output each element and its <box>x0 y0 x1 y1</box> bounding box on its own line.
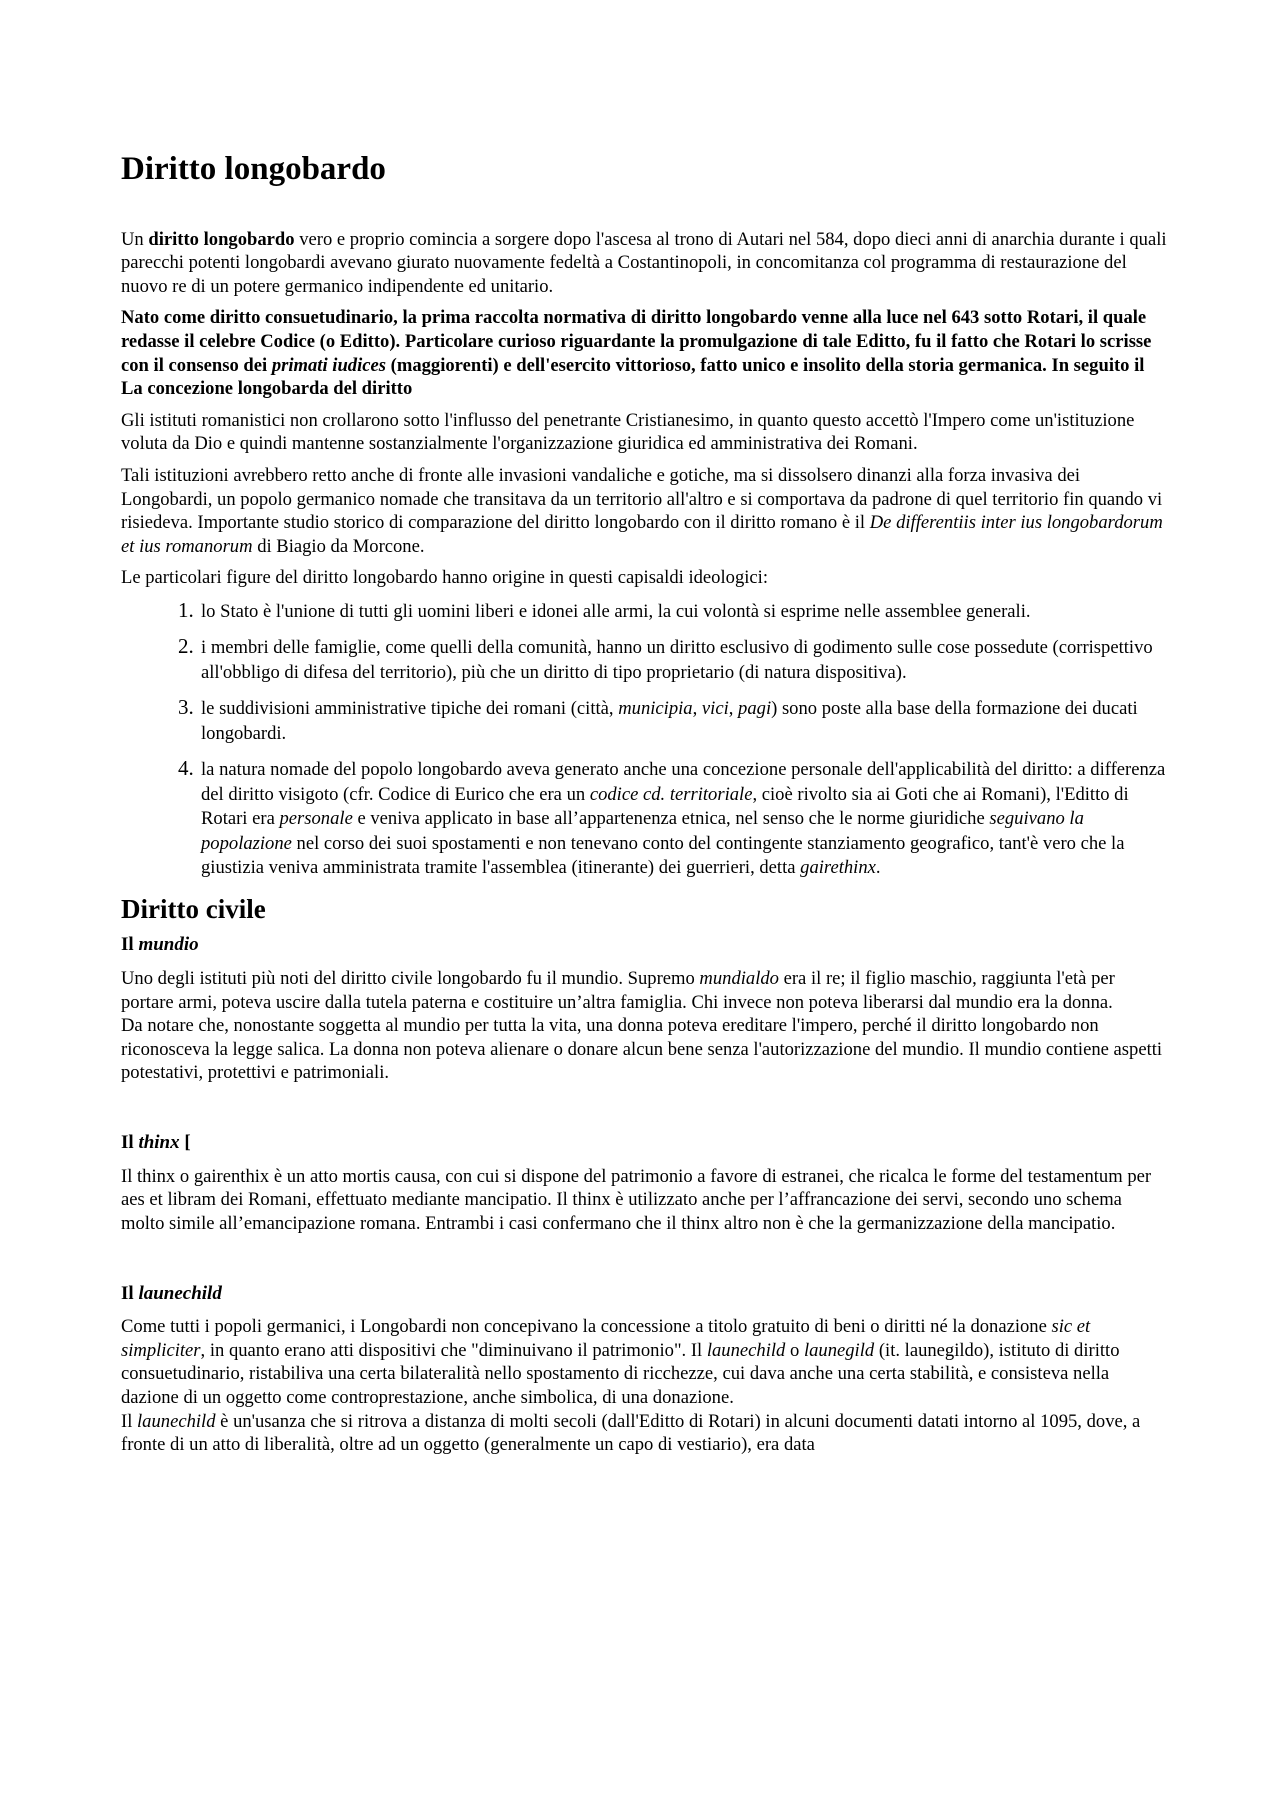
subheading-mundio: Il mundio <box>121 934 199 956</box>
intro-paragraph-1: Un diritto longobardo vero e proprio comincia a sorgere dopo l'ascesa al trono di Autari nel 584, dopo dieci anni di anarchia durante i quali parecchi potenti longobardi avevano giurato nuovamente fedeltà a Costantinopoli, in concomitanza col programma di restaurazione del nuovo re di un potere germanico indipendente ed unitario. <box>121 228 1167 297</box>
launechild-paragraph: Come tutti i popoli germanici, i Longobardi non concepivano la concessione a titolo gratuito di beni o diritti né la donazione sic et simpliciter, in quanto erano atti dispositivi che "diminuivano il patrimonio". Il launechild o launegild (it. launegildo), istituto di diritto consuetudinario, ristabiliva una certa bilateralità nello spostamento di ricchezze, cui dava anche una certa stabilità, e consisteva nella dazione di un oggetto come controprestazione, anche simbolica, di una donazione. <box>121 1316 1120 1409</box>
principles-list <box>121 598 1167 881</box>
spacer <box>121 1244 1167 1282</box>
list-item: 4. la natura nomade del popolo longobardo aveva generato anche una concezione personale dell'applicabilità del diritto: a differenza del diritto visigoto (cfr. Codice di Eurico che era un codice cd. territoriale, cioè rivolto sia ai Goti che ai Romani), l'Editto di Rotari era personale e veniva applicato in base all’appartenenza etnica, nel senso che le norme giuridiche seguivano la popolazione nel corso dei suoi spostamenti e non tenevano conto del contingente stanziamento geografico, tant'è vero che la giustizia veniva amministrata tramite l'assemblea (itinerante) dei guerrieri, detta gairethinx. <box>199 756 1167 881</box>
intro-paragraph-5: Le particolari figure del diritto longobardo hanno origine in questi capisaldi ideologici: <box>121 567 768 589</box>
page-title: Diritto longobardo <box>121 151 386 187</box>
mundio-paragraph: Uno degli istituti più noti del diritto civile longobardo fu il mundio. Supremo mundialdo era il re; il figlio maschio, raggiunta l'età per portare armi, poteva uscire dalla tutela paterna e costituire un’altra famiglia. Chi invece non poteva liberarsi dal mundio era la donna. <box>121 968 1115 1013</box>
list-item: 1. lo Stato è l'unione di tutti gli uomini liberi e idonei alle armi, la cui volontà si esprime nelle assemblee generali. <box>199 598 1167 625</box>
mundio-paragraph-2: Da notare che, nonostante soggetta al mundio per tutta la vita, una donna poteva ereditare l'impero, perché il diritto longobardo non riconosceva la legge salica. La donna non poteva alienare o donare alcun bene senza l'autorizzazione del mundio. Il mundio contiene aspetti potestativi, protettivi e patrimoniali. <box>121 1015 1163 1084</box>
italic-term: primati iudices <box>271 354 386 376</box>
subheading-thinx: Il thinx [ <box>121 1132 191 1154</box>
bold-term: diritto longobardo <box>148 228 295 250</box>
subheading-launechild: Il launechild <box>121 1282 222 1304</box>
list-item: 2. i membri delle famiglie, come quelli della comunità, hanno un diritto esclusivo di godimento sulle cose possedute (corrispettivo all'obbligo di difesa del territorio), più che un diritto di tipo proprietario (di natura dispositiva). <box>199 634 1167 685</box>
intro-paragraph-2: Nato come diritto consuetudinario, la prima raccolta normativa di diritto longobardo venne alla luce nel 643 sotto Rotari, il quale redasse il celebre Codice (o Editto). Particolare curioso riguardante la promulgazione di tale Editto, fu il fatto che Rotari lo scrisse con il consenso dei primati iudices (maggiorenti) e dell'esercito vittorioso, fatto unico e insolito della storia germanica. In seguito il La concezione longobarda del diritto <box>121 307 1152 400</box>
intro-paragraph-3: Gli istituti romanistici non crollarono sotto l'influsso del penetrante Cristianesimo, in quanto questo accettò l'Impero come un'istituzione voluta da Dio e quindi mantenne sostanzialmente l'organizzazione giuridica ed amministrativa dei Romani. <box>121 409 1135 455</box>
launechild-paragraph-2: Il launechild è un'usanza che si ritrova a distanza di molti secoli (dall'Editto di Rotari) in alcuni documenti datati intorno al 1095, dove, a fronte di un atto di liberalità, oltre ad un oggetto (generalmente un capo di vestiario), era data <box>121 1410 1141 1456</box>
list-item: 3. le suddivisioni amministrative tipiche dei romani (città, municipia, vici, pagi) sono poste alla base della formazione dei ducati longobardi. <box>199 695 1167 746</box>
document-page <box>121 150 1167 1465</box>
thinx-paragraph: Il thinx o gairenthix è un atto mortis causa, con cui si dispone del patrimonio a favore di estranei, che ricalca le forme del testamentum per aes et libram dei Romani, effettuato mediante mancipatio. Il thinx è utilizzato anche per l’affrancazione dei servi, secondo uno schema molto simile all’emancipazione romana. Entrambi i casi confermano che il thinx altro non è che la germanizzazione della mancipatio. <box>121 1165 1152 1234</box>
section-heading-diritto-civile: Diritto civile <box>121 893 266 924</box>
intro-paragraph-4: Tali istituzioni avrebbero retto anche di fronte alle invasioni vandaliche e gotiche, ma si dissolsero dinanzi alla forza invasiva dei Longobardi, un popolo germanico nomade che transitava da un territorio all'altro e si comportava da padrone di quel territorio fin quando vi risiedeva. Importante studio storico di comparazione del diritto longobardo con il diritto romano è il De differentiis inter ius longobardorum et ius romanorum di Biagio da Morcone. <box>121 464 1163 557</box>
italic-title: De differentiis inter ius longobardorum et ius romanorum <box>121 512 1163 557</box>
spacer <box>121 1093 1167 1131</box>
